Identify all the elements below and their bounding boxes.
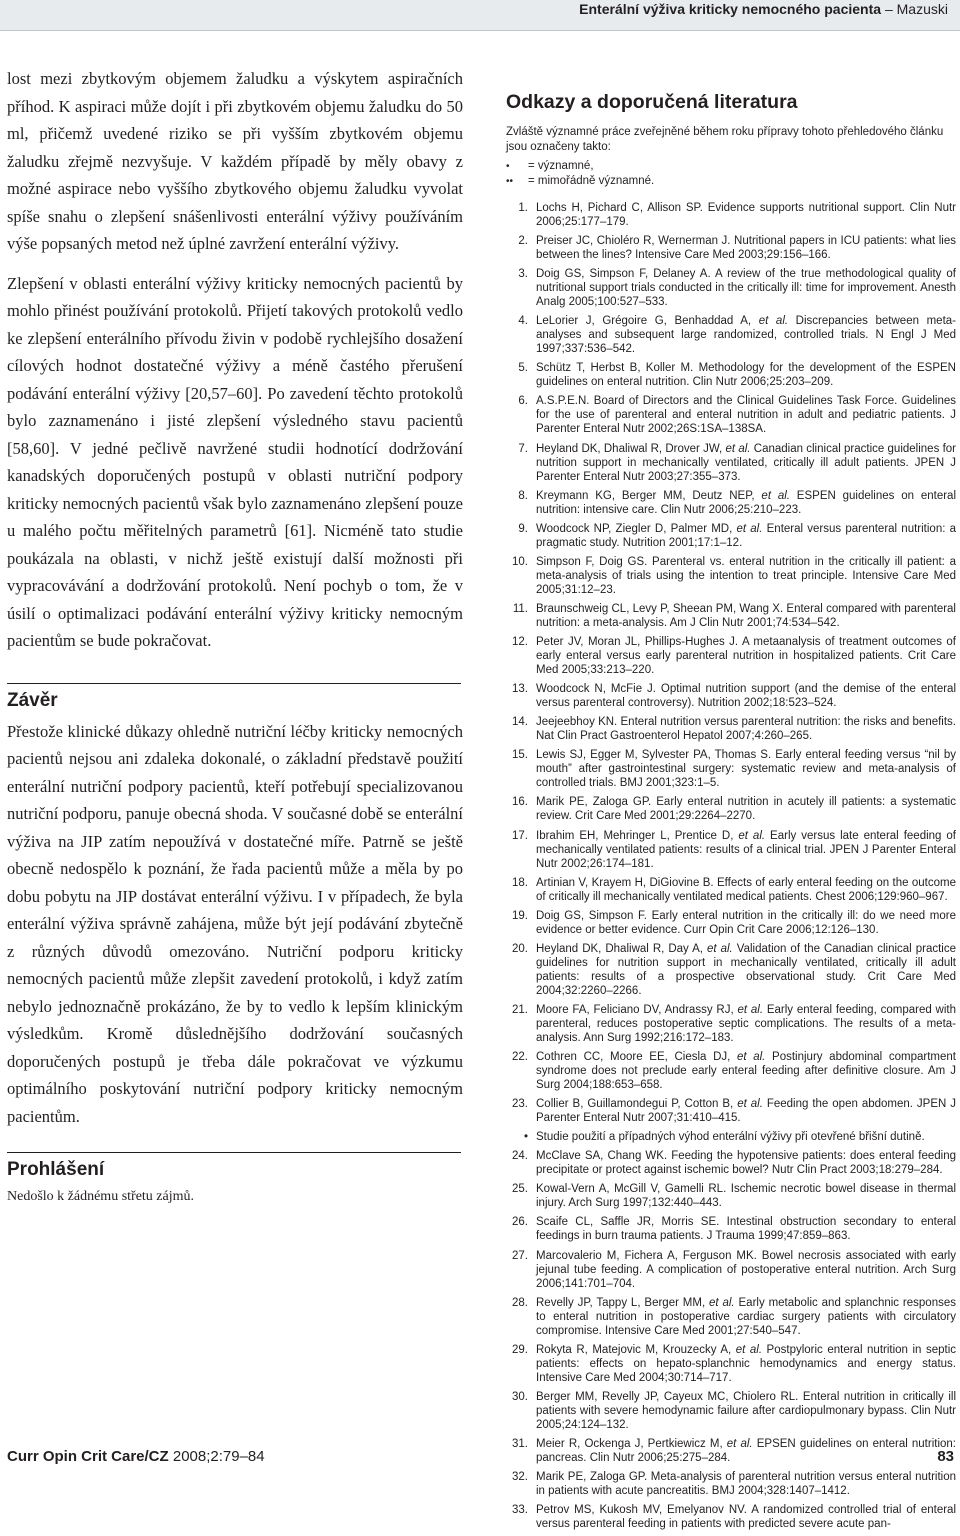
reference-number: 4. (518, 315, 528, 328)
conclusion-text: Přestože klinické důkazy ohledně nutriční léčby kriticky nemocných pacientů nejsou ani zdaleka dokonalé, o základní představě použití enterální nutriční podpory pacientů, kteří potřebují specializovanou nutriční podporu, panuje obecná shoda. V současné době se enterální výživa na JIP zatím nepoužívá v dostatečné míře. Patrně se ještě obecně nedospělo k poznání, že řada pacientů může a měla by po dobu pobytu na JIP dostávat enterální výživu. I v případech, že byla enterální výživa správně zahájena, může být její podávání zbytečně z různých důvodů omezováno. Nutriční podporu kriticky nemocných pacientů může zlepšit zavedení protokolů, i když zatím nebylo jednoznačně prokázáno, že by to vedlo k lepším klinickým výsledkům. Kromě důslednějšího dodržování současných doporučených postupů je třeba dále pokračovat ve výzkumu optimálního poskytování nutriční podpory kriticky nemocným pacientům. (7, 721, 463, 1126)
reference-text: Ibrahim EH, Mehringer L, Prentice D, et al. Early versus late enteral feeding of mechanically ventilated patients: results of a clinical trial. JPEN J Parenter Enteral Nutr 2002;26:174–181. (536, 829, 956, 870)
running-header (0, 0, 960, 30)
reference-text: Artinian V, Krayem H, DiGiovine B. Effects of early enteral feeding on the outcome of critically ill mechanically ventilated medical patients. Chest 2006;129:960–967. (536, 876, 956, 903)
reference-text: Doig GS, Simpson F. Early enteral nutrition in the critically ill: do we need more evidence or better evidence. Curr Opin Crit Care 2006;12:126–130. (536, 909, 956, 936)
reference-text: Peter JV, Moran JL, Phillips-Hughes J. A metaanalysis of treatment outcomes of early enteral versus early parenteral nutrition in hospitalized patients. Crit Care Med 2005;33:213–220. (536, 636, 956, 677)
reference-item (506, 1470, 956, 1498)
reference-number: 11. (512, 602, 528, 615)
reference-number: 9. (518, 522, 528, 535)
reference-item (506, 1097, 956, 1125)
reference-text: Cothren CC, Moore EE, Ciesla DJ, et al. Postinjury abdominal compartment syndrome does not preclude early enteral feeding after definitive closure. Am J Surg 2004;188:653–658. (536, 1050, 956, 1091)
reference-number: 15. (512, 749, 528, 762)
reference-text: Lewis SJ, Egger M, Sylvester PA, Thomas S. Early enteral feeding versus “nil by mouth” after gastrointestinal surgery: systematic review and meta-analysis of controlled trials. BMJ 2001;323:1–5. (536, 749, 956, 790)
reference-item (506, 361, 956, 389)
reference-text: Rokyta R, Matejovic M, Krouzecky A, et al. Postpyloric enteral nutrition in septic patients: effects on hepato-splanchnic hemodynamics and energy status. Intensive Care Med 2004;30:714–717. (536, 1343, 956, 1384)
reference-text: A.S.P.E.N. Board of Directors and the Clinical Guidelines Task Force. Guidelines for the use of parenteral and enteral nutrition in adult and pediatric patients. J Parenter Enteral Nutr 2002;26S:1SA–138SA. (536, 395, 956, 436)
bullet-marker: •• (506, 176, 514, 187)
reference-text: LeLorier J, Grégoire G, Benhaddad A, et al. Discrepancies between meta-analyses and subsequent large randomized, controlled trials. N Engl J Med 1997;337:536–542. (536, 315, 956, 356)
reference-text: Marik PE, Zaloga GP. Meta-analysis of parenteral nutrition versus enteral nutrition in patients with acute pancreatitis. BMJ 2004;328:1407–1412. (536, 1471, 956, 1497)
reference-number: 25. (512, 1183, 528, 1196)
reference-number: 8. (518, 489, 528, 502)
reference-item (506, 1437, 956, 1465)
page-number: 83 (937, 1448, 954, 1465)
reference-text: Kowal-Vern A, McGill V, Gamelli RL. Ischemic necrotic bowel disease in thermal injury. Arch Surg 1997;132:440–443. (536, 1183, 956, 1210)
legend-item (506, 174, 956, 189)
reference-number: • (523, 1131, 528, 1144)
reference-number: 14. (512, 716, 528, 729)
reference-number: 33. (512, 1504, 528, 1517)
reference-number: 16. (512, 796, 528, 809)
reference-number: 12. (512, 636, 528, 649)
reference-item (506, 1343, 956, 1385)
paragraph-protocols: Zlepšení v oblasti enterální výživy kriticky nemocných pacientů by mohlo přinést používání protokolů. Přijetí takových protokolů vedlo ke zlepšení enterálního přívodu živin v podobě rychlejšího dosažení cílových hodnot dostatečné výživy a méně častého přerušení podávání enterální výživy [20,57–60]. Po zavedení těchto protokolů bylo zaznamenáno i jisté zlepšení výsledného stavu pacientů [58,60]. V jedné pečlivě navržené studii hodnotící dodržování kanadských doporučených postupů v oblasti nutriční podpory kriticky nemocných pacientů však bylo zaznamenáno zlepšení pouze u malého počtu měřitelných parametrů [61]. Nicméně tato studie poukázala na oblasti, v nichž ještě existují další možnosti při vypracovávání a dodržování protokolů. Není pochyb o tom, že v úsilí o optimalizaci podávání enterální výživy kriticky nemocným pacientům se bude pokračovat. (7, 273, 463, 650)
reference-item (506, 522, 956, 550)
reference-text: Kreymann KG, Berger MM, Deutz NEP, et al. ESPEN guidelines on enteral nutrition: intensive care. Clin Nutr 2006;25:210–223. (536, 489, 956, 516)
reference-item (506, 489, 956, 517)
bullet-marker: • (506, 161, 510, 172)
reference-text: McClave SA, Chang WK. Feeding the hypotensive patients: does enteral feeding precipitate or protect against ischemic bowel? Nutr Clin Pract 2003;18:279–284. (536, 1150, 956, 1177)
reference-number: 26. (512, 1216, 528, 1229)
reference-number: 30. (512, 1390, 528, 1403)
reference-text: Moore FA, Feliciano DV, Andrassy RJ, et al. Early enteral feeding, compared with parenteral, reduces postoperative septic complications. The results of a meta-analysis. Ann Surg 1992;216:172–183. (536, 1003, 957, 1044)
reference-item (506, 635, 956, 677)
reference-text: Schütz T, Herbst B, Koller M. Methodology for the development of the ESPEN guidelines on enteral nutrition. Clin Nutr 2006;25:203–209. (536, 362, 956, 389)
reference-item (506, 829, 956, 871)
reference-item (506, 234, 956, 262)
reference-text: Heyland DK, Dhaliwal R, Drover JW, et al. Canadian clinical practice guidelines for nutrition support in mechanically ventilated, critically ill adult patients. JPEN J Parenter Enteral Nutr 2003;27:355–373. (536, 442, 956, 483)
reference-item (506, 555, 956, 597)
reference-number: 18. (512, 876, 528, 889)
header-author: Mazuski (896, 1, 948, 17)
reference-item (506, 1149, 956, 1177)
reference-number: 19. (512, 909, 528, 922)
reference-text: Scaife CL, Saffle JR, Morris SE. Intestinal obstruction secondary to enteral feedings in burn trauma patients. J Trauma 1999;47:859–863. (536, 1216, 956, 1243)
header-title: Enterální výživa kriticky nemocného pacienta (579, 1, 882, 17)
reference-item (506, 682, 956, 710)
reference-list (506, 201, 956, 1531)
reference-text: Braunschweig CL, Levy P, Sheean PM, Wang X. Enteral compared with parenteral nutrition: a meta-analysis. Am J Clin Nutr 2001;74:534–542. (536, 602, 956, 629)
reference-text: Meier R, Ockenga J, Pertkiewicz M, et al. EPSEN guidelines on enteral nutrition: pancreas. Clin Nutr 2006;25:275–284. (536, 1437, 956, 1464)
reference-text: Marcovalerio M, Fichera A, Ferguson MK. Bowel necrosis associated with early jejunal tube feeding. A complication of postoperative enteral nutrition. Arch Surg 2006;141:701–704. (536, 1249, 956, 1290)
paragraph-aspiration: lost mezi zbytkovým objemem žaludku a výskytem aspiračních příhod. K aspiraci může dojít i při zbytkovém objemu žaludku do 50 ml, přičemž uvedené riziko se při vyšším zbytkovém objemu žaludku zřejmě nezvyšuje. V každém případě by měly obavy z možné aspirace nebo vyššího zbytkového objemu žaludku vyvolat spíše snahu o zlepšení snášenlivosti enterální výživy používáním výše popsaných metod než úplné zavržení enterální výživy. (7, 69, 463, 253)
reference-item (506, 748, 956, 790)
reference-item (506, 876, 956, 904)
reference-item (506, 1182, 956, 1210)
reference-item (506, 795, 956, 823)
section-divider-2 (7, 1152, 461, 1153)
reference-number: 21. (512, 1003, 528, 1016)
reference-item (506, 1503, 956, 1531)
reference-number: 32. (512, 1471, 528, 1483)
legend-text: = mimořádně významné. (528, 175, 655, 187)
reference-item (506, 394, 956, 436)
reference-item (506, 1003, 956, 1045)
reference-item (506, 942, 956, 998)
reference-item (506, 1050, 956, 1092)
right-column (506, 91, 956, 1536)
conclusion-heading: Závěr (7, 689, 58, 711)
reference-text: Collier B, Guillamondegui P, Cotton B, et al. Feeding the open abdomen. JPEN J Parenter Enteral Nutr 2007;31:410–415. (536, 1098, 957, 1125)
reference-item (506, 1390, 956, 1432)
reference-text: Doig GS, Simpson F, Delaney A. A review of the true methodological quality of nutritional support trials conducted in the critically ill: time for improvement. Anesth Analg 2005;100:527–533. (536, 268, 956, 309)
reference-item (506, 1296, 956, 1338)
header-separator: – (881, 1, 897, 17)
legend-text: = významné, (528, 160, 594, 172)
declaration-text: Nedošlo k žádnému střetu zájmů. (7, 1189, 195, 1204)
reference-number: 5. (518, 362, 528, 375)
reference-number: 10. (512, 555, 528, 568)
reference-number: 1. (518, 202, 528, 214)
reference-number: 23. (512, 1098, 528, 1111)
reference-text: Lochs H, Pichard C, Allison SP. Evidence supports nutritional support. Clin Nutr 2006;25:177–179. (536, 202, 956, 228)
footer-issue: 2008;2:79–84 (168, 1448, 265, 1465)
reference-text: Woodcock N, McFie J. Optimal nutrition support (and the demise of the enteral versus parenteral controversy). Nutrition 2002;18:523–524. (536, 683, 956, 710)
reference-text: Revelly JP, Tappy L, Berger MM, et al. Early metabolic and splanchnic responses to enteral nutrition in postoperative cardiac surgery patients with circulatory compromise. Intensive Care Med 2001;27:540–547. (536, 1296, 956, 1337)
reference-text: Marik PE, Zaloga GP. Early enteral nutrition in acutely ill patients: a systematic review. Crit Care Med 2001;29:2264–2270. (536, 796, 956, 823)
significance-legend (506, 159, 956, 189)
references-heading: Odkazy a doporučená literatura (506, 91, 798, 113)
reference-number: 3. (518, 268, 528, 281)
reference-item (506, 1130, 956, 1144)
reference-number: 6. (518, 395, 528, 408)
reference-text: Simpson F, Doig GS. Parenteral vs. enteral nutrition in the critically ill patient: a meta-analysis of trials using the intention to treat principle. Intensive Care Med 2005;31:12–23. (536, 555, 956, 596)
section-divider (7, 683, 461, 684)
references-intro: Zvláště významné práce zveřejněné během roku přípravy tohoto přehledového článku jsou označeny takto: (506, 126, 944, 153)
reference-number: 24. (512, 1150, 528, 1163)
reference-item (506, 1249, 956, 1291)
reference-number: 27. (512, 1249, 528, 1262)
declaration-heading: Prohlášení (7, 1159, 105, 1180)
reference-text: Berger MM, Revelly JP, Cayeux MC, Chiolero RL. Enteral nutrition in critically ill patients with severe hemodynamic failure after cardiopulmonary bypass. Clin Nutr 2005;24:124–132. (536, 1390, 956, 1431)
reference-item (506, 442, 956, 484)
reference-text: Heyland DK, Dhaliwal R, Day A, et al. Validation of the Canadian clinical practice guidelines for nutrition support in mechanically ventilated, critically ill adult patients: results of a prospective observational study. Crit Care Med 2004;32:2260–2266. (536, 942, 957, 997)
reference-number: 2. (518, 235, 528, 248)
reference-item (506, 602, 956, 630)
reference-text: Preiser JC, Chioléro R, Wernerman J. Nutritional papers in ICU patients: what lies between the lines? Intensive Care Med 2003;29:156–166. (536, 235, 956, 262)
reference-number: 20. (512, 942, 528, 955)
reference-item (506, 1215, 956, 1243)
reference-number: 29. (512, 1343, 528, 1356)
header-rule (0, 30, 960, 31)
legend-item (506, 159, 956, 174)
footer-citation (7, 1448, 265, 1465)
reference-text: Woodcock NP, Ziegler D, Palmer MD, et al. Enteral versus parenteral nutrition: a pragmatic study. Nutrition 2001;17:1–12. (536, 522, 957, 549)
reference-number: 31. (512, 1437, 528, 1450)
reference-item (506, 715, 956, 743)
footer-journal: Curr Opin Crit Care/CZ (7, 1448, 169, 1465)
reference-number: 13. (512, 683, 528, 696)
reference-text: Studie použití a případných výhod enterální výživy při otevřené břišní dutině. (536, 1131, 925, 1144)
reference-item (506, 201, 956, 229)
left-column (7, 65, 463, 1219)
reference-text: Jeejeebhoy KN. Enteral nutrition versus parenteral nutrition: the risks and benefits. Nat Clin Pract Gastroenterol Hepatol 2007;4:260–265. (536, 716, 956, 743)
reference-number: 17. (512, 829, 528, 842)
reference-item (506, 314, 956, 356)
reference-item (506, 267, 956, 309)
reference-number: 28. (512, 1296, 528, 1309)
reference-item (506, 909, 956, 937)
reference-number: 22. (512, 1050, 528, 1063)
reference-number: 7. (518, 442, 528, 455)
reference-text: Petrov MS, Kukosh MV, Emelyanov NV. A randomized controlled trial of enteral versus parenteral feeding in patients with predicted severe acute pan- (536, 1504, 956, 1531)
